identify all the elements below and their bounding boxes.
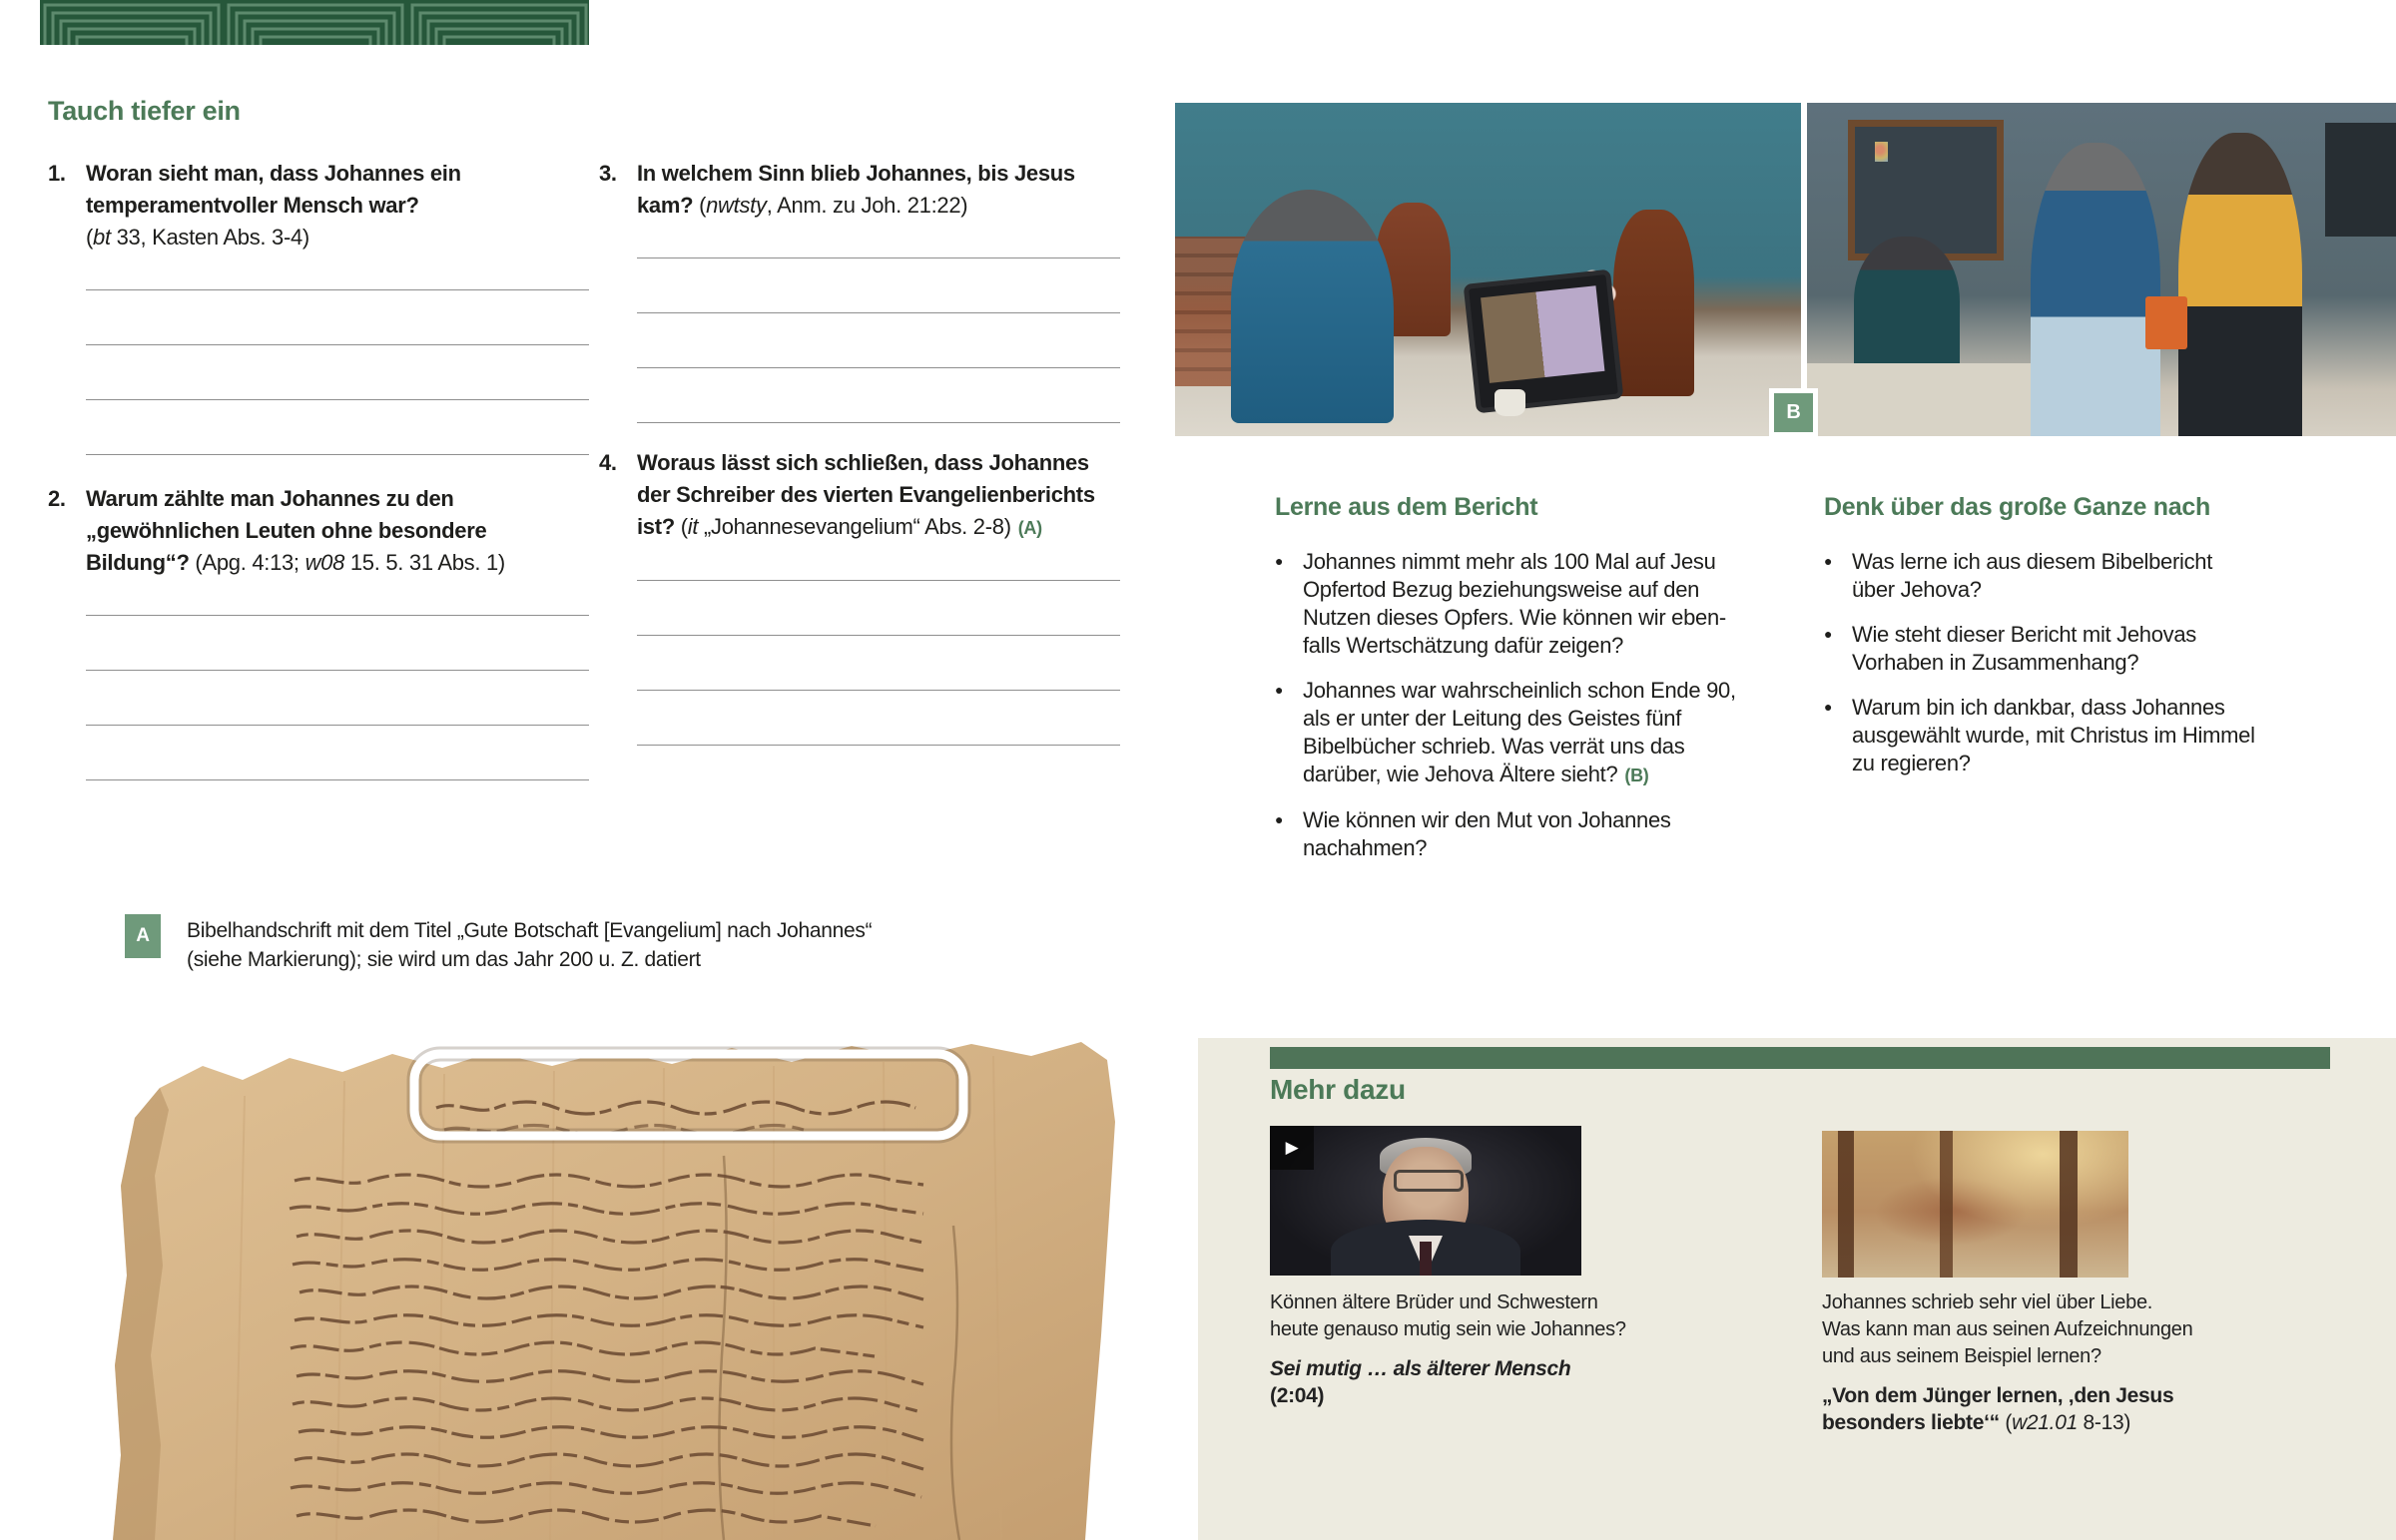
article-title (1822, 1382, 2361, 1436)
question-number: 1. (48, 161, 66, 186)
question-number: 4. (599, 450, 617, 475)
text-line: (bt 33, Kasten Abs. 3-4) (86, 225, 309, 250)
bullet-text (1303, 548, 1726, 660)
answer-line (637, 222, 1120, 258)
bullet-dot-icon: ● (1275, 811, 1284, 827)
video-title (1270, 1355, 1769, 1409)
answer-line (637, 636, 1120, 691)
text-line: (siehe Markierung); sie wird um das Jahr 200 u. Z. datiert (187, 948, 701, 971)
question-3 (599, 158, 1120, 423)
text-line: In welchem Sinn blieb Johannes, bis Jesus (637, 161, 1075, 186)
question-number: 2. (48, 486, 66, 511)
wooden-chair (1613, 210, 1695, 396)
section-title: Denk über das große Ganze nach (1824, 493, 2210, 521)
play-icon[interactable]: ▶ (1270, 1126, 1314, 1170)
text-line: Was kann man aus seinen Aufzeichnungen (1822, 1318, 2193, 1340)
text-line: „gewöhnlichen Leuten ohne besondere (86, 518, 487, 543)
answer-line (637, 313, 1120, 368)
question-2 (48, 483, 589, 780)
orange-gift-bag (2145, 296, 2186, 349)
text-line: Bildung“? (Apg. 4:13; w08 15. 5. 31 Abs. 1) (86, 550, 505, 575)
answer-lines (86, 254, 589, 455)
video-caption-text (1270, 1289, 1769, 1343)
text-line: darüber, wie Jehova Ältere sieht? (B) (1303, 762, 1649, 786)
answer-line (637, 691, 1120, 746)
text-line: Johannes war wahrscheinlich schon Ende 90, (1303, 678, 1736, 703)
bullet-list (1824, 548, 2323, 777)
elderly-woman-figure (1231, 190, 1394, 423)
text-line: der Schreiber des vierten Evangelienberichts (637, 482, 1095, 507)
text-line: Bibelhandschrift mit dem Titel „Gute Botschaft [Evangelium] nach Johannes“ (187, 919, 873, 942)
text-line: Woraus lässt sich schließen, dass Johannes (637, 450, 1089, 475)
article-painting-thumbnail[interactable] (1822, 1131, 2128, 1278)
answer-line (86, 671, 589, 726)
question-text (86, 483, 505, 579)
text-line: heute genauso mutig sein wie Johannes? (1270, 1318, 1626, 1340)
photo-video-call (1175, 103, 1801, 436)
text-line: und aus seinem Beispiel lernen? (1822, 1345, 2101, 1367)
elderly-woman-figure (2031, 143, 2160, 436)
bullet-dot-icon: ● (1824, 699, 1833, 715)
text-line: über Jehova? (1852, 577, 1982, 602)
text-line: Was lerne ich aus diesem Bibelbericht (1852, 549, 2213, 574)
coffee-cup (1495, 389, 1525, 416)
bullet-item (1824, 694, 2323, 777)
question-text (637, 158, 1075, 222)
section-title: Lerne aus dem Bericht (1275, 493, 1538, 521)
tablet-device (1463, 268, 1623, 413)
seated-woman-figure (1854, 237, 1960, 376)
article-caption-text (1822, 1289, 2361, 1370)
bullet-dot-icon: ● (1824, 626, 1833, 642)
question-4 (599, 447, 1120, 746)
text-line: besonders liebte‘“ (w21.01 8-13) (1822, 1411, 2131, 1434)
answer-line (86, 616, 589, 671)
speaker-glasses (1394, 1170, 1464, 1192)
text-line: Opfertod Bezug beziehungsweise auf den (1303, 577, 1700, 602)
speaker-tie (1420, 1242, 1432, 1276)
answer-line (637, 581, 1120, 636)
bullet-text (1303, 806, 1671, 862)
answer-line (86, 345, 589, 400)
text-line: nachahmen? (1303, 835, 1428, 860)
text-line: falls Wertschätzung dafür zeigen? (1303, 633, 1624, 658)
bullet-item (1275, 548, 1794, 660)
question-number: 3. (599, 161, 617, 186)
text-line: (2:04) (1270, 1384, 1325, 1407)
answer-line (86, 254, 589, 290)
text-line: temperamentvoller Mensch war? (86, 193, 419, 218)
photo-gift-giving (1807, 103, 2396, 436)
video-call-screen (1481, 285, 1604, 383)
caption-a-text (187, 914, 872, 974)
bullet-text (1852, 694, 2255, 777)
wall-screen (2325, 123, 2396, 237)
text-line: „Von dem Jünger lernen, ‚den Jesus (1822, 1384, 2174, 1407)
photo-label-a-badge: A (125, 914, 161, 958)
text-line: Warum bin ich dankbar, dass Johannes (1852, 695, 2225, 720)
text-line: ist? (it „Johannesevangelium“ Abs. 2-8) (A) (637, 514, 1042, 539)
video-caption (1270, 1289, 1769, 1409)
text-line: Warum zählte man Johannes zu den (86, 486, 454, 511)
video-thumbnail[interactable] (1270, 1126, 1581, 1276)
text-line: Nutzen dieses Opfers. Wie können wir eben- (1303, 605, 1726, 630)
text-line: Bibelbücher schrieb. Was verrät uns das (1303, 734, 1685, 759)
bullet-item (1275, 677, 1794, 789)
green-pattern-banner (40, 0, 589, 45)
bullet-text (1852, 548, 2212, 604)
text-line: Johannes nimmt mehr als 100 Mal auf Jesu (1303, 549, 1716, 574)
bullet-dot-icon: ● (1275, 682, 1284, 698)
text-line: Woran sieht man, dass Johannes ein (86, 161, 461, 186)
text-line: Johannes schrieb sehr viel über Liebe. (1822, 1291, 2153, 1313)
bullet-item (1824, 621, 2323, 677)
answer-line (86, 400, 589, 455)
bullet-text (1852, 621, 2196, 677)
text-line: Wie steht dieser Bericht mit Jehovas (1852, 622, 2197, 647)
question-text (637, 447, 1095, 544)
text-line: zu regieren? (1852, 751, 1971, 775)
section-denk-ueber-das-grosse-ganze (1824, 493, 2323, 794)
text-line: Können ältere Brüder und Schwestern (1270, 1291, 1598, 1313)
question-1 (48, 158, 589, 455)
text-line: Vorhaben in Zusammenhang? (1852, 650, 2139, 675)
bullet-list (1275, 548, 1794, 862)
text-line: Sei mutig … als älterer Mensch (1270, 1357, 1571, 1380)
text-line: als er unter der Leitung des Geistes fünf (1303, 706, 1682, 731)
bullet-dot-icon: ● (1824, 553, 1833, 569)
text-line: kam? (nwtsty, Anm. zu Joh. 21:22) (637, 193, 968, 218)
article-caption (1822, 1289, 2361, 1436)
answer-line (637, 258, 1120, 313)
answer-lines (637, 222, 1120, 423)
text-line: Wie können wir den Mut von Johannes (1303, 807, 1671, 832)
answer-line (86, 726, 589, 780)
deep-dive-heading: Tauch tiefer ein (48, 96, 241, 126)
wall-art (1875, 142, 1888, 162)
section-lerne-aus-dem-bericht (1275, 493, 1794, 879)
bullet-item (1275, 806, 1794, 862)
table (1807, 363, 2055, 436)
answer-line (86, 290, 589, 345)
answer-lines (637, 544, 1120, 746)
mehr-dazu-panel (1198, 1038, 2396, 1540)
mehr-dazu-heading: Mehr dazu (1270, 1074, 1406, 1105)
answer-line (637, 544, 1120, 581)
text-line: ausgewählt wurde, mit Christus im Himmel (1852, 723, 2255, 748)
answer-line (637, 368, 1120, 423)
answer-lines (86, 579, 589, 780)
bullet-dot-icon: ● (1275, 553, 1284, 569)
papyrus-manuscript-image (85, 1026, 1143, 1540)
photo-label-b-badge: B (1769, 388, 1818, 437)
question-text (86, 158, 461, 254)
green-bar (1270, 1047, 2330, 1069)
bullet-item (1824, 548, 2323, 604)
caption-a (125, 914, 872, 974)
answer-line (86, 579, 589, 616)
young-woman-figure (2178, 133, 2302, 436)
bullet-text (1303, 677, 1736, 789)
